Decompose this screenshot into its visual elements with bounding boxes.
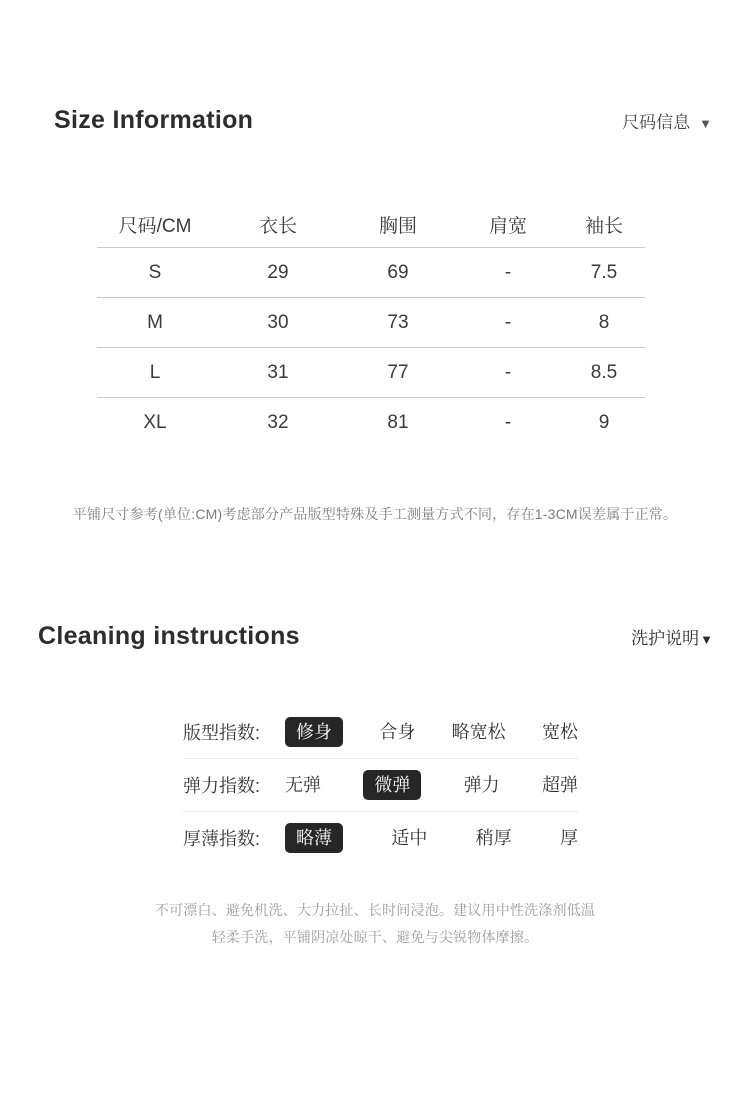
stretch-option: 弹力: [463, 775, 500, 795]
size-cell: XL: [143, 411, 167, 433]
size-cell: 81: [387, 411, 409, 433]
size-table-header-cell: 衣长: [213, 201, 343, 248]
thickness-index-row: [183, 812, 578, 864]
stretch-index-options: [285, 770, 578, 800]
fabric-index-block: [183, 706, 578, 864]
fit-index-label: 版型指数:: [183, 723, 261, 743]
stretch-index-label: 弹力指数:: [183, 776, 261, 796]
size-table-row-xl: [97, 398, 645, 448]
care-instructions-note: [0, 897, 750, 951]
thickness-option: 略薄: [285, 823, 343, 853]
size-cell: 29: [213, 248, 343, 298]
size-section-toggle-label: 尺码信息: [622, 113, 691, 132]
chevron-down-icon: ▼: [699, 116, 712, 131]
size-cell: 32: [267, 411, 289, 433]
size-table-header-cell: 袖长: [563, 201, 645, 248]
cleaning-section-toggle[interactable]: [631, 624, 713, 649]
size-table-header-cell: 胸围: [343, 201, 453, 248]
size-cell: 73: [343, 298, 453, 348]
thickness-index-options: [285, 823, 578, 853]
size-section-header: [0, 106, 750, 135]
fit-option: 略宽松: [451, 722, 506, 742]
stretch-option: 无弹: [285, 775, 321, 795]
size-cell: 77: [343, 348, 453, 398]
size-cell: -: [453, 348, 563, 398]
thickness-option: 适中: [391, 828, 428, 848]
care-note-line2: 轻柔手洗，平铺阴凉处晾干、避免与尖锐物体摩擦。: [211, 929, 539, 945]
stretch-index-row: [183, 759, 578, 812]
cleaning-section-header: [0, 622, 750, 651]
fit-index-options: [285, 717, 578, 747]
fit-index-row: [183, 706, 578, 759]
chevron-down-icon: ▼: [700, 632, 713, 647]
size-cell: 30: [213, 298, 343, 348]
stretch-option: 超弹: [541, 775, 578, 795]
size-table-header-cell: 尺码/CM: [97, 201, 213, 248]
thickness-option: 厚: [559, 828, 578, 848]
size-table-header-cell: 肩宽: [453, 201, 563, 248]
stretch-option: 微弹: [363, 770, 421, 800]
size-cell: 69: [343, 248, 453, 298]
thickness-option: 稍厚: [475, 828, 512, 848]
size-cell: M: [97, 298, 213, 348]
fit-option: 合身: [379, 722, 416, 742]
size-cell: 31: [213, 348, 343, 398]
size-cell: -: [453, 298, 563, 348]
size-table-row-m: [97, 298, 645, 348]
fit-option: 修身: [285, 717, 343, 747]
size-cell: -: [453, 248, 563, 298]
size-cell: 7.5: [563, 248, 645, 298]
size-cell: 8: [563, 298, 645, 348]
size-cell: S: [97, 248, 213, 298]
fit-option: 宽松: [541, 722, 578, 742]
thickness-index-label: 厚薄指数:: [183, 829, 261, 849]
size-table-row-s: [97, 248, 645, 298]
size-section-toggle[interactable]: [622, 108, 712, 133]
size-cell: 8.5: [563, 348, 645, 398]
size-table: [97, 201, 645, 447]
size-section-title: Size Information: [54, 106, 254, 134]
size-cell: L: [97, 348, 213, 398]
size-table-row-l: [97, 348, 645, 398]
size-table-header-row: [97, 201, 645, 248]
size-cell: -: [504, 411, 512, 433]
cleaning-section-title: Cleaning instructions: [38, 622, 300, 650]
size-cell: 9: [598, 411, 610, 433]
size-measure-note: 平铺尺寸参考(单位:CM)考虑部分产品版型特殊及手工测量方式不同，存在1-3CM误差属于正常。: [72, 506, 678, 522]
care-note-line1: 不可漂白、避免机洗、大力拉扯、长时间浸泡。建议用中性洗涤剂低温: [154, 902, 596, 918]
cleaning-section-toggle-label: 洗护说明: [631, 629, 700, 648]
